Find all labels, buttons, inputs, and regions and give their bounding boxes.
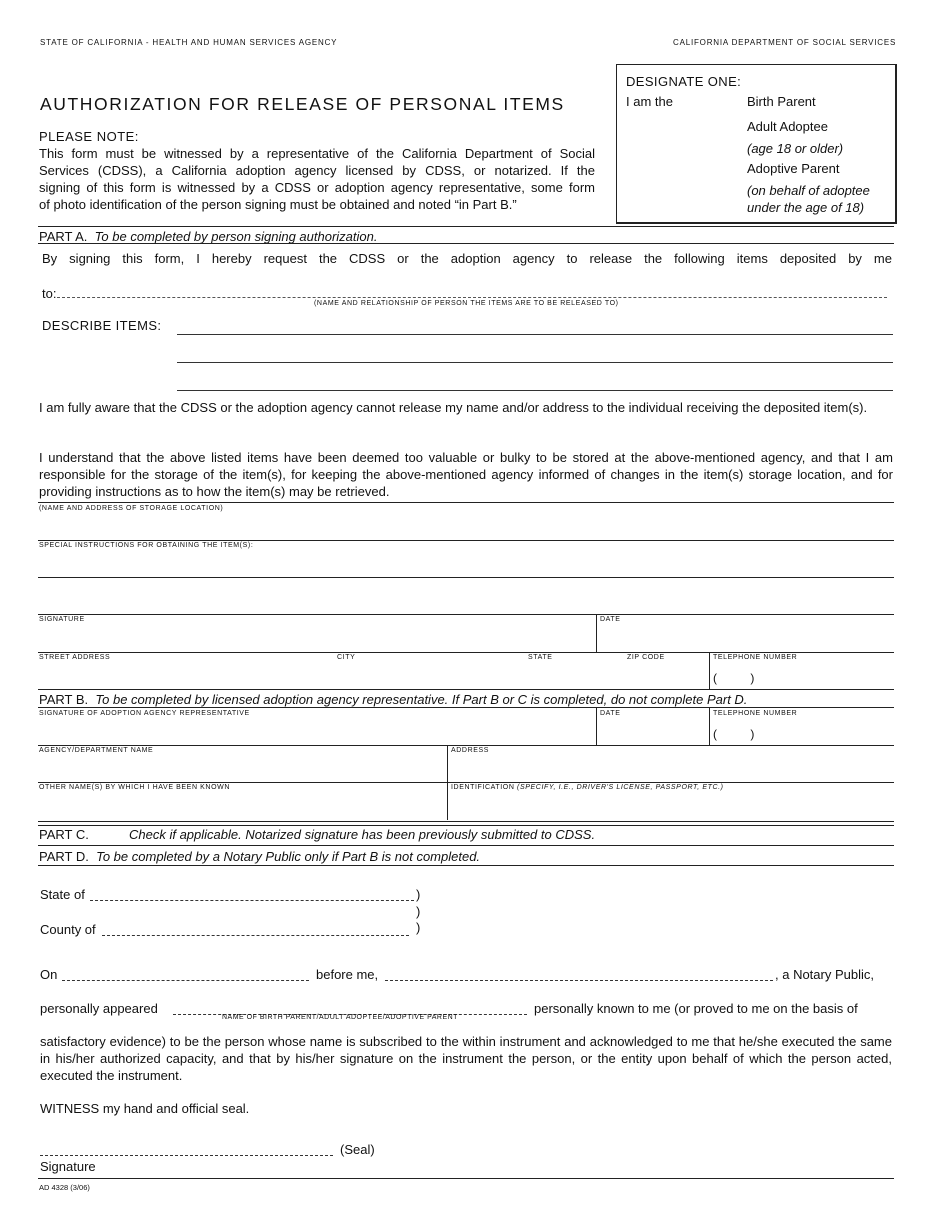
state-of-label: State of — [40, 887, 85, 902]
notary-name-input[interactable] — [385, 980, 773, 981]
witness-text: WITNESS my hand and official seal. — [40, 1101, 250, 1116]
special-instructions-input[interactable] — [38, 552, 894, 576]
divider — [709, 652, 710, 690]
other-names-label: OTHER NAME(S) BY WHICH I HAVE BEEN KNOWN — [39, 784, 230, 791]
part-b-date-input[interactable] — [600, 720, 706, 744]
paren: ) — [416, 904, 421, 919]
part-a-header — [39, 229, 377, 244]
describe-items-line[interactable] — [177, 334, 893, 335]
storage-location-input[interactable] — [38, 515, 894, 539]
part-d-desc: To be completed by a Notary Public only if Part B is not completed. — [96, 849, 481, 864]
divider — [38, 825, 894, 826]
signature-input[interactable] — [38, 626, 594, 650]
special-instructions-label: SPECIAL INSTRUCTIONS FOR OBTAINING THE ITEM(S): — [39, 542, 254, 549]
request-text: By signing this form, I hereby request the CDSS or the adoption agency to release the following items deposited by me — [42, 251, 892, 266]
adult-adoptee-note: (age 18 or older) — [747, 141, 844, 156]
describe-items-line[interactable] — [177, 362, 893, 363]
county-of-input[interactable] — [102, 935, 409, 936]
notary-date-input[interactable] — [62, 980, 309, 981]
agency-left: STATE OF CALIFORNIA - HEALTH AND HUMAN SERVICES AGENCY — [40, 38, 338, 47]
paren: ) — [416, 887, 421, 902]
option-adoptive-parent[interactable]: Adoptive Parent — [747, 161, 840, 176]
page-title: AUTHORIZATION FOR RELEASE OF PERSONAL ITEMS — [40, 94, 565, 114]
part-b-date-label: DATE — [600, 710, 621, 717]
aware-text: I am fully aware that the CDSS or the adoption agency cannot release my name and/or address to the individual receiving the deposited item(s). — [39, 400, 868, 415]
divider — [38, 226, 894, 227]
agency-address-label: ADDRESS — [451, 747, 490, 754]
describe-items-label: DESCRIBE ITEMS: — [42, 318, 162, 333]
signature-caption: Signature — [40, 1159, 96, 1174]
street-address-input[interactable] — [38, 664, 706, 688]
state-label: STATE — [528, 654, 553, 661]
divider — [596, 707, 597, 745]
note-line: Services (CDSS), a California adoption agency licensed by CDSS, or notarized. If the — [39, 163, 595, 178]
other-names-input[interactable] — [38, 794, 444, 818]
divider — [38, 652, 894, 653]
divider — [596, 614, 597, 652]
seal-label: (Seal) — [340, 1142, 375, 1157]
agency-name-label: AGENCY/DEPARTMENT NAME — [39, 747, 154, 754]
please-note-heading: PLEASE NOTE: — [39, 129, 139, 144]
street-address-label: STREET ADDRESS — [39, 654, 111, 661]
part-b-label: PART B. — [39, 692, 89, 707]
identification-label-text: IDENTIFICATION — [451, 784, 515, 791]
part-a-desc: To be completed by person signing authorization. — [94, 229, 378, 244]
divider — [38, 689, 894, 690]
divider — [38, 614, 894, 615]
identification-label — [451, 784, 724, 791]
city-label: CITY — [337, 654, 356, 661]
part-b-desc: To be completed by licensed adoption agency representative. If Part B or C is completed, do not complete Part D. — [95, 692, 748, 707]
part-c-label: PART C. — [39, 827, 89, 842]
county-of-label: County of — [40, 922, 96, 937]
release-to-input[interactable] — [57, 287, 887, 298]
identification-note: (SPECIFY, I.E., DRIVER'S LICENSE, PASSPORT, ETC.) — [517, 784, 724, 791]
option-birth-parent[interactable]: Birth Parent — [747, 94, 816, 109]
notary-signature-input[interactable] — [40, 1155, 333, 1156]
understand-text: I understand that the above listed items have been deemed too valuable or bulky to be stored at the above-mentioned agency, and that I am responsible for the storage of the item(s), for keeping the above-mentioned agency informed of changes in the item(s) storage location, and for providing instructions as to how the item(s) may be retrieved. — [39, 450, 893, 499]
divider — [38, 707, 894, 708]
known-text: personally known to me (or proved to me on the basis of — [534, 1001, 858, 1016]
divider — [38, 745, 894, 746]
evidence-text: satisfactory evidence) to be the person whose name is subscribed to the within instrument and acknowledged to me that he/she executed the same in his/her authorized capacity, and that by his/her signature on the instrument the person, or the entity upon behalf of which the person acted, executed the instrument. — [40, 1034, 892, 1083]
adoptive-parent-note: (on behalf of adoptee — [747, 183, 870, 198]
agency-right: CALIFORNIA DEPARTMENT OF SOCIAL SERVICES — [673, 38, 897, 47]
note-line: signing of this form is witnessed by a CDSS or adoption agency representative, some form — [39, 180, 595, 195]
state-of-input[interactable] — [90, 900, 414, 901]
to-label: to: — [42, 286, 57, 301]
storage-location-label: (NAME AND ADDRESS OF STORAGE LOCATION) — [39, 505, 224, 512]
divider — [38, 865, 894, 866]
agency-name-input[interactable] — [38, 757, 444, 781]
divider — [38, 540, 894, 541]
date-input[interactable] — [600, 626, 892, 650]
divider — [709, 707, 710, 745]
notary-public-label: , a Notary Public, — [775, 967, 874, 982]
agency-signature-input[interactable] — [38, 720, 594, 744]
part-a-label: PART A. — [39, 229, 88, 244]
divider — [38, 502, 894, 503]
describe-items-line[interactable] — [177, 390, 893, 391]
signature-label: SIGNATURE — [39, 616, 85, 623]
on-label: On — [40, 967, 58, 982]
telephone-input[interactable]: ( ) — [713, 671, 755, 685]
form-id: AD 4328 (3/06) — [39, 1183, 90, 1192]
part-d-label: PART D. — [39, 849, 89, 864]
appeared-name-caption: NAME OF BIRTH PARENT/ADULT ADOPTEE/ADOPTIVE PARENT — [222, 1014, 458, 1021]
designate-lead: I am the — [626, 94, 673, 109]
option-adult-adoptee[interactable]: Adult Adoptee — [747, 119, 828, 134]
divider — [38, 577, 894, 578]
part-c-checkbox-label[interactable]: Check if applicable. Notarized signature has been previously submitted to CDSS. — [129, 827, 596, 842]
divider — [38, 821, 894, 822]
divider — [38, 782, 894, 783]
note-line: This form must be witnessed by a representative of the California Department of Social — [39, 146, 595, 161]
adoptive-parent-note: under the age of 18) — [747, 200, 865, 215]
paren: ) — [416, 920, 421, 935]
telephone-label: TELEPHONE NUMBER — [713, 654, 798, 661]
identification-input[interactable] — [451, 794, 892, 818]
divider — [38, 1178, 894, 1179]
part-b-telephone-label: TELEPHONE NUMBER — [713, 710, 798, 717]
part-d-header — [39, 849, 480, 864]
note-line: of photo identification of the person signing must be obtained and noted “in Part B.” — [39, 197, 517, 212]
agency-signature-label: SIGNATURE OF ADOPTION AGENCY REPRESENTATIVE — [39, 710, 250, 717]
zip-code-label: ZIP CODE — [627, 654, 665, 661]
part-b-telephone-input[interactable]: ( ) — [713, 727, 755, 741]
date-label: DATE — [600, 616, 621, 623]
part-b-header — [39, 692, 747, 707]
designate-heading: DESIGNATE ONE: — [626, 74, 742, 89]
please-note — [39, 128, 595, 213]
agency-address-input[interactable] — [451, 757, 892, 781]
release-to-caption: (NAME AND RELATIONSHIP OF PERSON THE ITEMS ARE TO BE RELEASED TO) — [314, 300, 619, 307]
divider — [38, 243, 894, 244]
personally-appeared-label: personally appeared — [40, 1001, 158, 1016]
before-me-label: before me, — [316, 967, 379, 982]
divider — [38, 845, 894, 846]
